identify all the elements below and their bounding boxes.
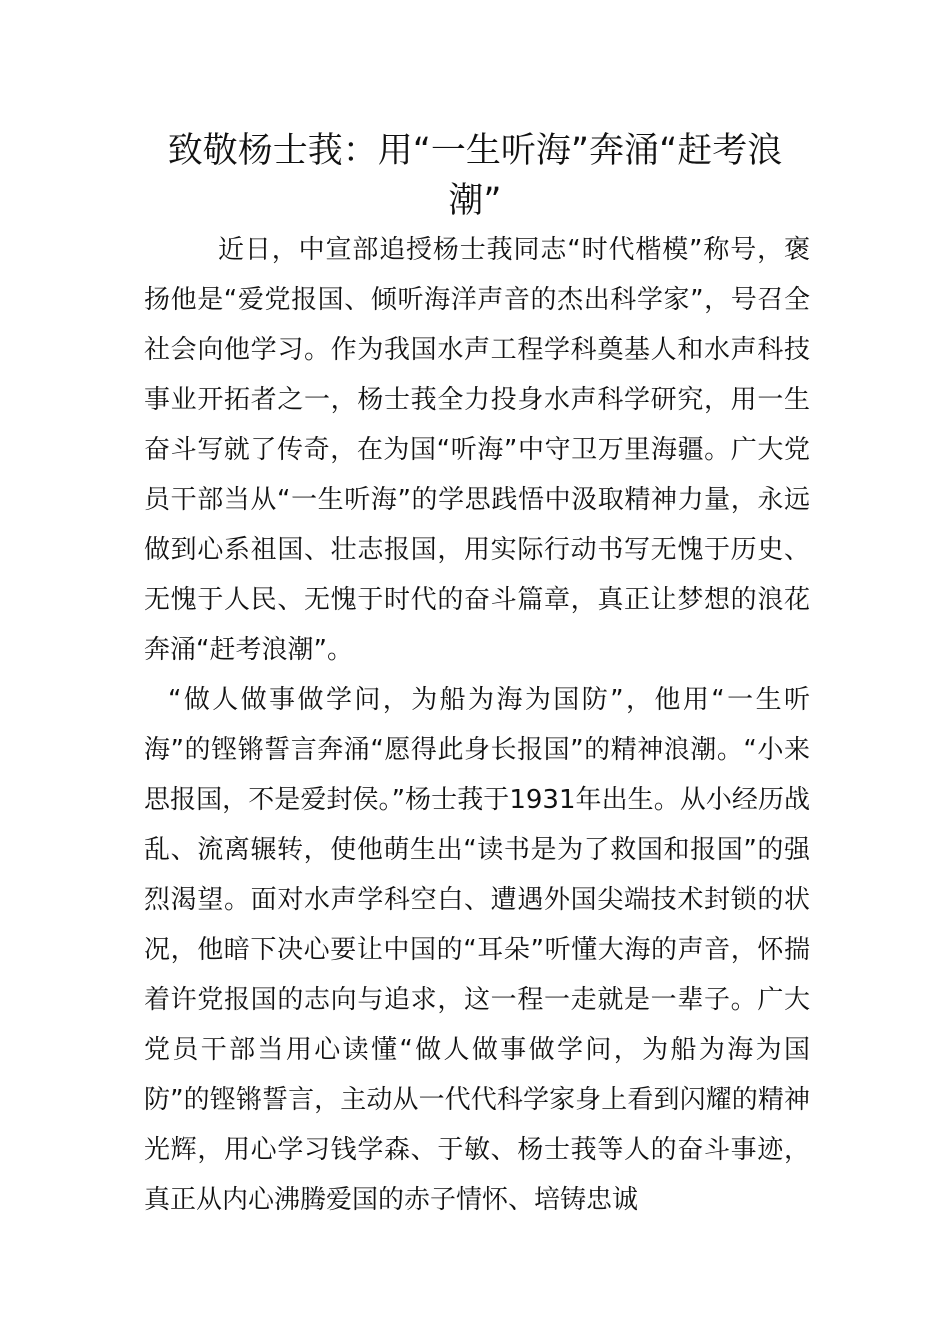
document-title: 致敬杨士莪：用“一生听海”奔涌“赶考浪潮” xyxy=(167,131,783,221)
paragraph-1: 近日，中宣部追授杨士莪同志“时代楷模”称号，褒扬他是“爱党报国、倾听海洋声音的杰出科学家”，号召全社会向他学习。作为我国水声工程学科奠基人和水声科技事业开拓者之一，杨士莪全力投身水声科学研究，用一生奋斗写就了传奇，在为国“听海”中守卫万里海疆。广大党员干部当从“一生听海”的学思践悟中汲取精神力量，永远做到心系祖国、壮志报国，用实际行动书写无愧于历史、无愧于人民、无愧于时代的奋斗篇章，真正让梦想的浪花奔涌“赶考浪潮”。 xyxy=(144,235,810,665)
document-body xyxy=(144,225,810,1225)
paragraph-2: “做人做事做学问，为船为海为国防”，他用“一生听海”的铿锵誓言奔涌“愿得此身长报国”的精神浪潮。“小来思报国，不是爱封侯。”杨士莪于1931年出生。从小经历战乱、流离辗转，使他萌生出“读书是为了救国和报国”的强烈渴望。面对水声学科空白、遭遇外国尖端技术封锁的状况，他暗下决心要让中国的“耳朵”听懂大海的声音，怀揣着许党报国的志向与追求，这一程一走就是一辈子。广大党员干部当用心读懂“做人做事做学问，为船为海为国防”的铿锵誓言，主动从一代代科学家身上看到闪耀的精神光辉，用心学习钱学森、于敏、杨士莪等人的奋斗事迹，真正从内心沸腾爱国的赤子情怀、培铸忠诚 xyxy=(144,685,810,1215)
